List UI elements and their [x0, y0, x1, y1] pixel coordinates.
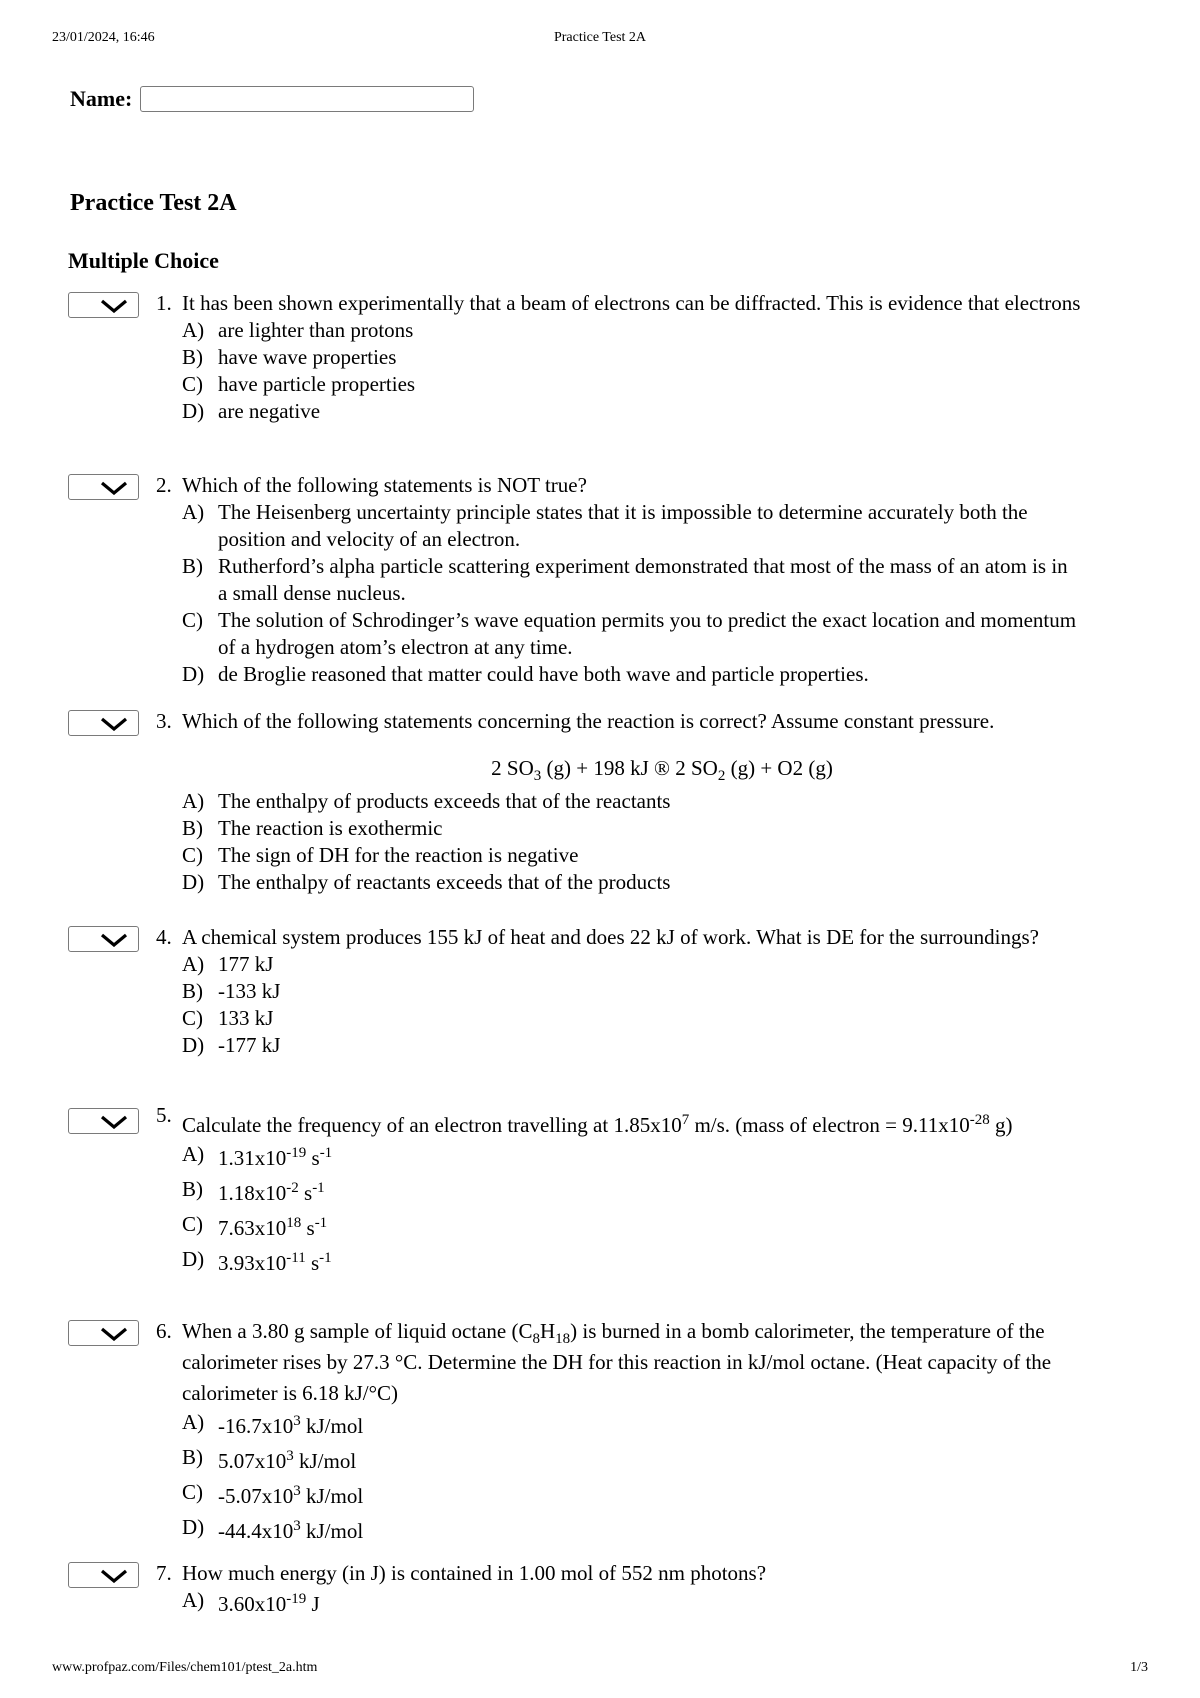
- option-letter: B): [182, 345, 203, 369]
- answer-select-4[interactable]: [68, 926, 139, 952]
- option-letter: B): [182, 1177, 203, 1201]
- option-c: [182, 842, 1142, 869]
- question-number: 4.: [156, 925, 172, 949]
- question-5: [68, 1103, 1148, 1285]
- option-b: [182, 1177, 1142, 1207]
- question-text: When a 3.80 g sample of liquid octane $(C_8H_{18})$ is burned in a bomb calorimeter, the temperature of the calorimeter rises by 27.3 °C. Determine the DH for this reaction in kJ/mol octane. (Heat capacity of the calorimeter is 6.18 kJ/°C): [182, 1319, 1052, 1405]
- option-letter: A): [182, 500, 205, 524]
- page-title: Practice Test 2A: [70, 190, 237, 216]
- option-text: The enthalpy of reactants exceeds that of the products: [218, 870, 671, 894]
- option-text: -177 kJ: [218, 1033, 281, 1057]
- option-a: [182, 1142, 1142, 1172]
- option-a: [182, 788, 1142, 815]
- option-letter: C): [182, 372, 203, 396]
- question-text: It has been shown experimentally that a beam of electrons can be diffracted. This is evidence that electrons: [182, 291, 1081, 315]
- option-d: [182, 661, 1142, 688]
- option-text: $1.18x10^{-2}$ $s^{-1}$: [218, 1180, 325, 1205]
- question-text: Which of the following statements is NOT true?: [182, 473, 587, 497]
- option-letter: C): [182, 843, 203, 867]
- answer-select-5[interactable]: [68, 1108, 139, 1134]
- option-d: [182, 398, 1142, 425]
- chevron-down-icon: [99, 1569, 129, 1583]
- name-input[interactable]: [140, 86, 474, 112]
- question-number: 5.: [156, 1103, 172, 1127]
- option-letter: D): [182, 1515, 205, 1539]
- option-a: [182, 951, 1142, 978]
- option-letter: D): [182, 399, 205, 423]
- option-text: 133 kJ: [218, 1006, 274, 1030]
- question-number: 3.: [156, 709, 172, 733]
- option-a: [182, 499, 1142, 553]
- question-text: A chemical system produces 155 kJ of heat and does 22 kJ of work. What is DE for the surroundings?: [182, 925, 1039, 949]
- option-text: The enthalpy of products exceeds that of the reactants: [218, 789, 671, 813]
- option-d: [182, 869, 1142, 896]
- option-letter: B): [182, 554, 203, 578]
- option-text: $3.93x10^{-11}$ $s^{-1}$: [218, 1250, 332, 1275]
- option-letter: B): [182, 1445, 203, 1469]
- question-7: [68, 1560, 1148, 1626]
- option-a: [182, 1588, 1142, 1618]
- option-text: The Heisenberg uncertainty principle states that it is impossible to determine accurately both the position and velocity of an electron.: [218, 500, 1028, 551]
- option-text: The reaction is exothermic: [218, 816, 443, 840]
- option-text: have wave properties: [218, 345, 397, 369]
- option-text: $-5.07x10^3$ kJ/mol: [218, 1483, 364, 1508]
- option-c: [182, 607, 1142, 661]
- name-row: [70, 86, 474, 112]
- question-2: [68, 472, 1148, 688]
- option-b: [182, 978, 1142, 1005]
- option-text: Rutherford’s alpha particle scattering experiment demonstrated that most of the mass of an atom is in a small dense nucleus.: [218, 554, 1068, 605]
- option-c: [182, 371, 1142, 398]
- answer-select-2[interactable]: [68, 474, 139, 500]
- option-text: The sign of DH for the reaction is negative: [218, 843, 579, 867]
- option-text: 177 kJ: [218, 952, 274, 976]
- question-number: 1.: [156, 291, 172, 315]
- option-b: [182, 344, 1142, 371]
- option-letter: A): [182, 789, 205, 813]
- option-text: $7.63x10^{18}$ $s^{-1}$: [218, 1215, 328, 1240]
- option-c: [182, 1005, 1142, 1032]
- option-c: [182, 1212, 1142, 1242]
- question-number: 6.: [156, 1319, 172, 1343]
- print-header: [52, 30, 1148, 48]
- option-letter: B): [182, 816, 203, 840]
- chevron-down-icon: [99, 1327, 129, 1341]
- chevron-down-icon: [99, 717, 129, 731]
- question-text: Calculate the frequency of an electron travelling at $1.85x10^7$ m/s. (mass of electron = $9.11x10^{-28}$ g): [182, 1112, 1013, 1137]
- section-title: Multiple Choice: [68, 248, 219, 273]
- option-c: [182, 1480, 1142, 1510]
- print-url: www.profpaz.com/Files/chem101/ptest_2a.htm: [52, 1660, 318, 1675]
- option-letter: B): [182, 979, 203, 1003]
- question-6: [68, 1318, 1148, 1553]
- option-text: $3.60x10^{-19}$ J: [218, 1591, 320, 1616]
- option-text: have particle properties: [218, 372, 416, 396]
- chevron-down-icon: [99, 933, 129, 947]
- answer-select-6[interactable]: [68, 1320, 139, 1346]
- option-letter: D): [182, 662, 205, 686]
- option-d: [182, 1515, 1142, 1545]
- answer-select-3[interactable]: [68, 710, 139, 736]
- name-label: Name:: [70, 86, 133, 111]
- option-letter: A): [182, 952, 205, 976]
- option-text: are negative: [218, 399, 321, 423]
- option-text: $-16.7x10^3$ kJ/mol: [218, 1413, 364, 1438]
- option-text: -133 kJ: [218, 979, 281, 1003]
- option-a: [182, 1410, 1142, 1440]
- option-b: [182, 1445, 1142, 1475]
- chevron-down-icon: [99, 299, 129, 313]
- option-d: [182, 1247, 1142, 1277]
- print-footer: [52, 1660, 1148, 1678]
- question-text: Which of the following statements concerning the reaction is correct? Assume constant pressure.: [182, 709, 995, 733]
- question-1: [68, 290, 1148, 425]
- question-text: How much energy (in J) is contained in 1.00 mol of 552 nm photons?: [182, 1561, 767, 1585]
- answer-select-1[interactable]: [68, 292, 139, 318]
- option-letter: D): [182, 1033, 205, 1057]
- print-date: 23/01/2024, 16:46: [52, 30, 155, 45]
- answer-select-7[interactable]: [68, 1562, 139, 1588]
- option-letter: C): [182, 1480, 203, 1504]
- option-a: [182, 317, 1142, 344]
- option-letter: A): [182, 318, 205, 342]
- option-b: [182, 815, 1142, 842]
- option-text: are lighter than protons: [218, 318, 414, 342]
- option-letter: C): [182, 1212, 203, 1236]
- option-text: de Broglie reasoned that matter could have both wave and particle properties.: [218, 662, 869, 686]
- reaction-equation: 2 $SO_3$ (g) + 198 kJ ® 2 $SO_2$ (g) + O2 (g): [491, 756, 833, 785]
- question-3: [68, 708, 1148, 896]
- print-page-number: 1/3: [1130, 1660, 1148, 1675]
- option-letter: A): [182, 1142, 205, 1166]
- option-letter: A): [182, 1410, 205, 1434]
- option-letter: A): [182, 1588, 205, 1612]
- option-text: The solution of Schrodinger’s wave equation permits you to predict the exact location and momentum of a hydrogen atom’s electron at any time.: [218, 608, 1077, 659]
- question-number: 2.: [156, 473, 172, 497]
- option-letter: C): [182, 1006, 203, 1030]
- question-4: [68, 924, 1148, 1059]
- chevron-down-icon: [99, 1115, 129, 1129]
- chevron-down-icon: [99, 481, 129, 495]
- option-letter: C): [182, 608, 203, 632]
- question-number: 7.: [156, 1561, 172, 1585]
- print-title: Practice Test 2A: [553, 30, 647, 45]
- option-letter: D): [182, 870, 205, 894]
- option-b: [182, 553, 1142, 607]
- option-text: $1.31x10^{-19}$ $s^{-1}$: [218, 1145, 333, 1170]
- option-letter: D): [182, 1247, 205, 1271]
- option-text: $5.07x10^3$ kJ/mol: [218, 1448, 357, 1473]
- option-text: $-44.4x10^3$ kJ/mol: [218, 1518, 364, 1543]
- option-d: [182, 1032, 1142, 1059]
